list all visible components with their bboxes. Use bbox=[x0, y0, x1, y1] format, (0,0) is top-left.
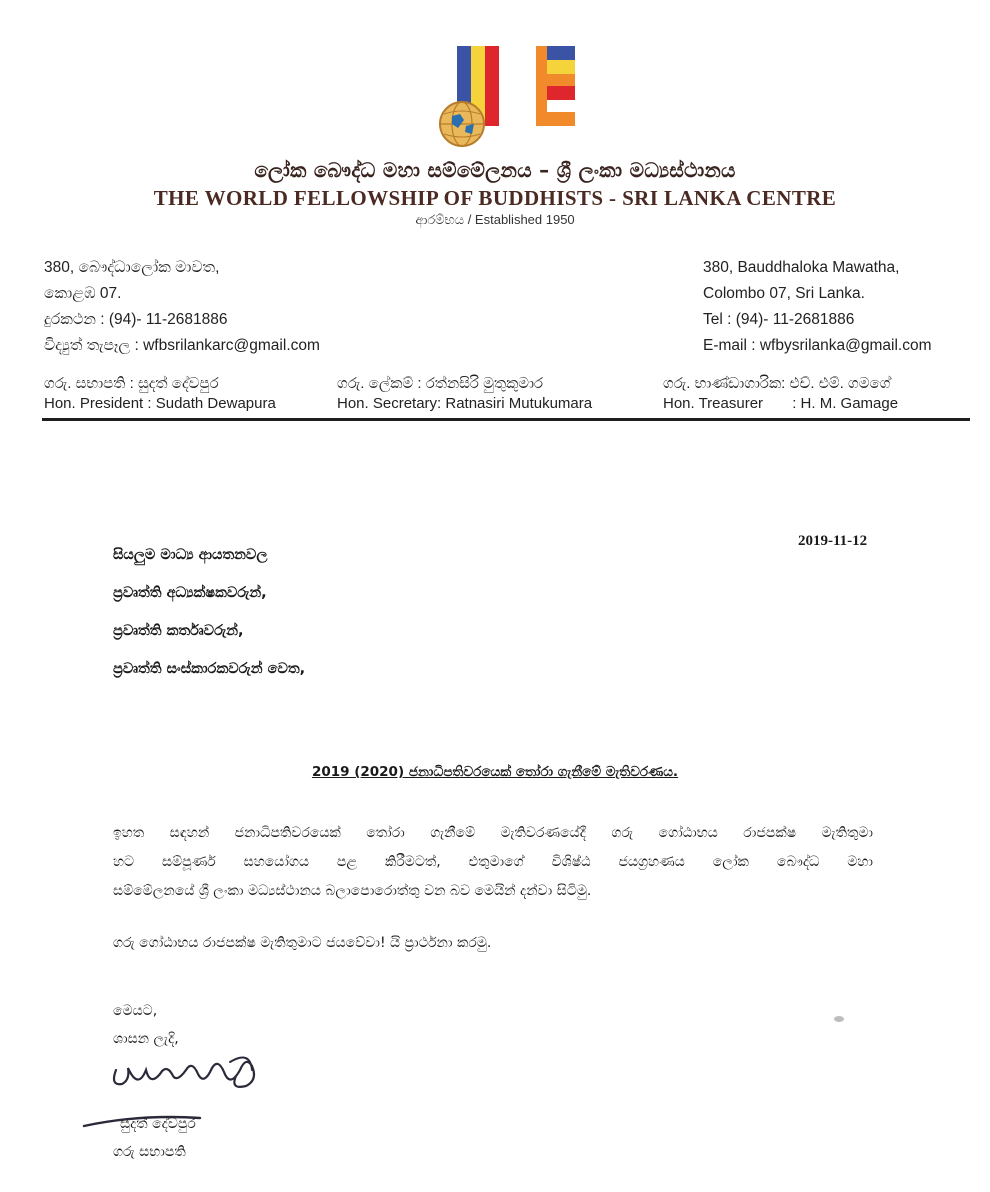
established-line: ආරම්භය / Established 1950 bbox=[415, 212, 575, 227]
letter-date: 2019-11-12 bbox=[798, 533, 868, 549]
wfb-logo bbox=[438, 44, 580, 148]
signer-title: ගරු සභාපති bbox=[113, 1144, 186, 1160]
email-line: E-mail : wfbysrilanka@gmail.com bbox=[703, 337, 932, 354]
address-line: Colombo 07, Sri Lanka. bbox=[703, 285, 865, 302]
body-line: සම්මේලනයේ ශ්‍රී ලංකා මධ්‍යස්ථානය බලාපොරොත්තු වන බව මෙයින් දන්වා සිටිමු. bbox=[113, 883, 592, 899]
officer-title-english: Hon. Secretary: Ratnasiri Mutukumara bbox=[337, 395, 593, 412]
org-name-english: THE WORLD FELLOWSHIP OF BUDDHISTS - SRI LANKA CENTRE bbox=[153, 186, 837, 210]
recipient-line: ප්‍රවෘත්ති කර්තෘවරුන්, bbox=[113, 623, 244, 639]
org-name-sinhala: ලෝක බෞද්ධ මහා සම්මේලනය – ශ්‍රී ලංකා මධ්‍යස්ථානය bbox=[254, 158, 736, 182]
officer-president bbox=[44, 374, 276, 414]
header-divider bbox=[42, 418, 970, 421]
recipient-line: ප්‍රවෘත්ති අධ්‍යක්ෂකවරුන්, bbox=[113, 585, 267, 601]
signer-block bbox=[113, 1110, 196, 1166]
closing-line: මෙයට, bbox=[113, 1003, 158, 1019]
email-line: විද්‍යුත් තැපෑල : wfbsrilankarc@gmail.com bbox=[44, 337, 320, 354]
recipient-line: සියලුම මාධ්‍ය ආයතනවල bbox=[113, 547, 268, 563]
letter-body bbox=[113, 819, 873, 906]
phone-line: Tel : (94)- 11-2681886 bbox=[703, 311, 855, 328]
letter-subject: 2019 (2020) ජනාධිපතිවරයෙක් තෝරා ගැනීමේ මැතිවරණය. bbox=[311, 764, 679, 780]
address-english bbox=[703, 255, 931, 359]
signer-name: සුදත් දේවපුර bbox=[120, 1116, 196, 1132]
officer-title-english: Hon. Treasurer : H. M. Gamage bbox=[663, 395, 899, 412]
officer-secretary bbox=[337, 374, 592, 414]
officer-title-sinhala: ගරු. භාණ්ඩාගාරික: එච්. එම්. ගමගේ bbox=[663, 375, 891, 392]
scan-speck bbox=[834, 1016, 844, 1022]
prayer-line: ගරු ගෝඨාභය රාජපක්ෂ මැතිතුමාට ජයවේවා! යි ප්‍රාර්ථනා කරමු. bbox=[113, 935, 492, 951]
officer-title-sinhala: ගරු. ලේකම් : රත්නසිරි මුතුකුමාර bbox=[337, 375, 544, 392]
phone-line: දුරකථන : (94)- 11-2681886 bbox=[44, 311, 228, 328]
globe-icon bbox=[440, 102, 484, 146]
recipient-block bbox=[113, 536, 305, 688]
closing-line: ශාසන ලැදි, bbox=[113, 1031, 179, 1047]
address-sinhala bbox=[44, 255, 320, 359]
body-line: ඉහත සඳහන් ජනාධිපතිවරයෙක් තෝරා ගැනීමේ මැතිවරණයේදී ගරු ගෝඨාභය රාජපක්ෂ මැතිතුමා bbox=[113, 825, 873, 841]
body-line: හට සම්පූර්ණ සහයෝගය පළ කිරීමටත්, එතුමාගේ විශිෂ්ඨ ජයග්‍රහණය ලෝක බෞද්ධ මහා bbox=[113, 854, 873, 870]
officer-treasurer bbox=[663, 374, 898, 414]
address-line: 380, Bauddhaloka Mawatha, bbox=[703, 259, 900, 276]
address-line: 380, බෞද්ධාලෝක මාවත, bbox=[44, 259, 220, 276]
address-line: කොළඹ 07. bbox=[44, 285, 122, 302]
officer-title-english: Hon. President : Sudath Dewapura bbox=[44, 395, 276, 412]
officer-title-sinhala: ගරු. සභාපති : සුදත් දේවපුර bbox=[44, 375, 219, 392]
recipient-line: ප්‍රවෘත්ති සංස්කාරකවරුන් වෙත, bbox=[113, 661, 306, 677]
